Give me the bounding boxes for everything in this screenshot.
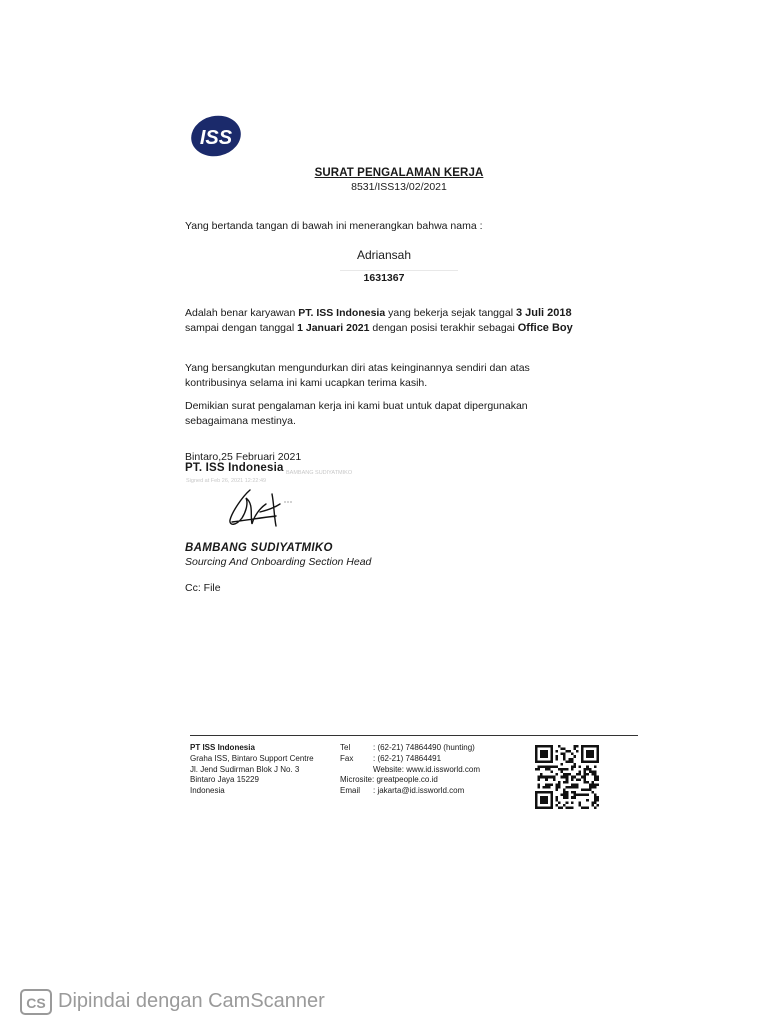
closing-paragraph: [185, 399, 528, 429]
start-date: 3 Juli 2018: [515, 307, 572, 319]
employee-id: 1631367: [363, 272, 405, 284]
resignation-line-2: kontribusinya selama ini kami ucapkan terima kasih.: [185, 377, 428, 389]
name-underline: [340, 270, 458, 271]
footer-website: Website: www.id.issworld.com: [373, 764, 480, 774]
footer-address-line: Indonesia: [190, 786, 225, 796]
tel-value: : (62-21) 74864490 (hunting): [373, 743, 475, 752]
signer-title: Sourcing And Onboarding Section Head: [185, 556, 372, 568]
company-name-bold: PT. ISS Indonesia: [298, 307, 386, 319]
fax-label: Fax: [340, 753, 354, 763]
end-date: 1 Januari 2021: [297, 322, 370, 334]
scanner-watermark: Dipindai dengan CamScanner: [58, 990, 325, 1012]
footer-values: [373, 743, 480, 797]
footer-microsite: Microsite: greatpeople.co.id: [340, 775, 438, 785]
text-fragment: Adalah benar karyawan: [185, 307, 299, 319]
text-fragment: yang bekerja sejak tanggal: [385, 307, 516, 319]
intro-text: Yang bertanda tangan di bawah ini menerangkan bahwa nama :: [185, 220, 483, 232]
handwritten-signature-icon: [220, 482, 300, 532]
footer-address-line: Bintaro Jaya 15229: [190, 775, 259, 785]
text-fragment: sampai dengan tanggal: [185, 322, 298, 334]
reference-number: 8531/ISS13/02/2021: [351, 181, 447, 193]
tel-label: Tel: [340, 743, 351, 752]
closing-line-1: Demikian surat pengalaman kerja ini kami buat untuk dapat dipergunakan: [185, 400, 528, 412]
closing-line-2: sebagaimana mestinya.: [185, 415, 296, 427]
email-label: Email: [340, 786, 361, 796]
place-date: Bintaro,25 Februari 2021: [185, 451, 302, 463]
email-value: : jakarta@id.issworld.com: [373, 786, 465, 796]
employee-name: Adriansah: [356, 248, 412, 262]
employment-line-2: [185, 321, 573, 336]
fax-value: : (62-21) 74864491: [373, 753, 442, 763]
qr-code-icon: [534, 745, 600, 809]
carbon-copy: Cc: File: [185, 582, 221, 594]
signing-company: PT. ISS Indonesia: [185, 462, 284, 474]
letter-title: SURAT PENGALAMAN KERJA: [314, 167, 484, 179]
iss-logo-icon: [190, 114, 242, 158]
employment-line-1: [185, 306, 573, 321]
footer-address-block: [190, 743, 314, 797]
footer-company: PT ISS Indonesia: [190, 743, 255, 752]
footer-address-line: Graha ISS, Bintaro Support Centre: [190, 753, 314, 763]
signer-name: BAMBANG SUDIYATMIKO: [185, 542, 333, 554]
camscanner-logo-icon: [20, 989, 52, 1015]
resignation-paragraph: [185, 361, 530, 391]
logo-text: ISS: [199, 127, 233, 149]
employment-paragraph: [185, 306, 573, 336]
resignation-line-1: Yang bersangkutan mengundurkan diri atas keinginannya sendiri dan atas: [185, 362, 530, 374]
position: Office Boy: [517, 322, 573, 334]
text-fragment: dengan posisi terakhir sebagai: [369, 322, 518, 334]
digital-signature-timestamp: Signed at Feb 26, 2021 12:22:49: [186, 478, 267, 484]
footer-address-line: Jl. Jend Sudirman Blok J No. 3: [190, 764, 300, 774]
footer-divider: [190, 735, 638, 736]
camscanner-logo-text: CS: [26, 995, 46, 1011]
digital-signature-name: BAMBANG SUDIYATMIKO: [286, 470, 353, 476]
